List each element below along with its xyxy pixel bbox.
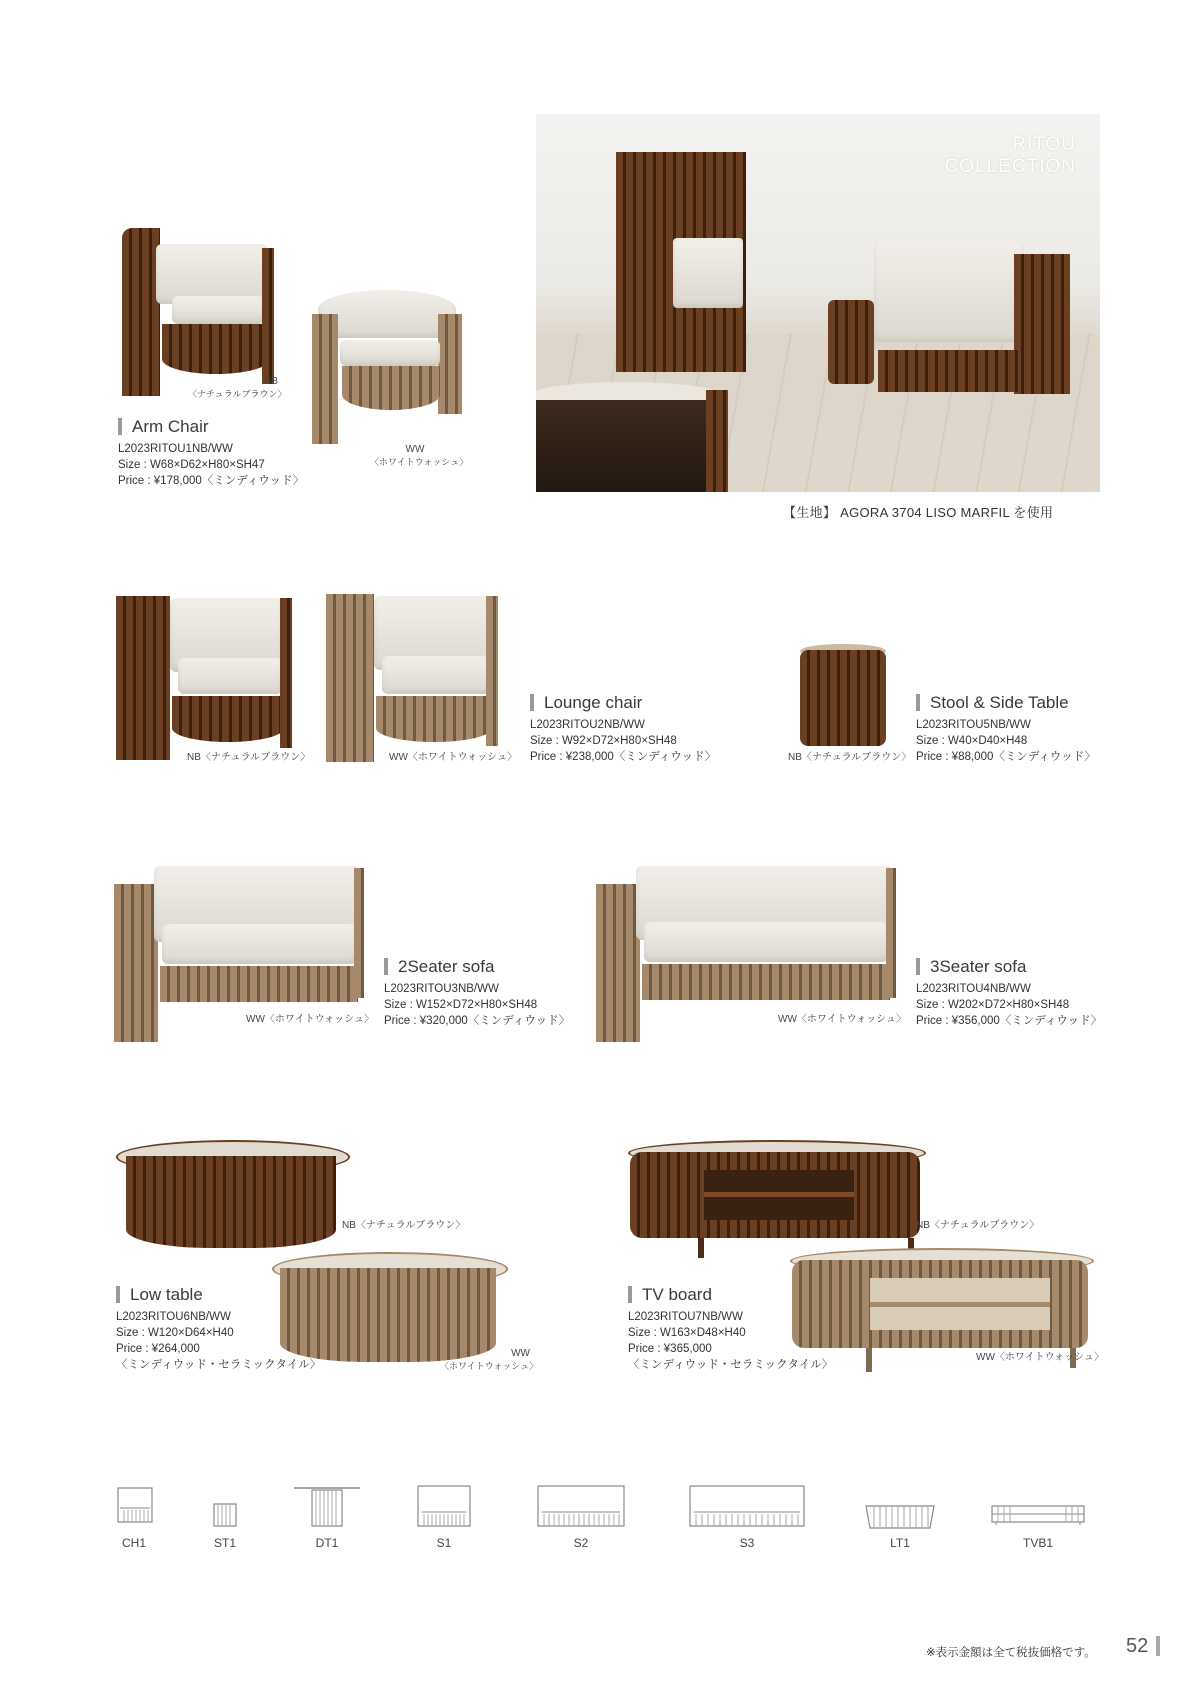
product-size: Size : W120×D64×H40 [116,1327,234,1339]
product-price: Price : ¥178,000〈ミンディウッド〉 [118,475,305,487]
product-title: Low table [116,1286,321,1303]
sofa3-outline-icon [688,1484,806,1528]
tv-board-nb-finish: NB〈ナチュラルブラウン〉 [916,1220,1040,1231]
collection-label-line2: COLLECTION [944,156,1076,177]
lounge-chair-ww-image [326,594,498,762]
finish-code: NB [264,376,278,387]
arm-chair-info [118,418,304,489]
lounge-chair-back [874,242,1024,342]
lounge-chair-ww-finish: WW〈ホワイトウォッシュ〉 [389,752,517,763]
product-material: 〈ミンディウッド・セラミックタイル〉 [628,1359,834,1371]
product-size: Size : W92×D72×H80×SH48 [530,735,677,747]
icon-label-tvb1: TVB1 [1022,1536,1053,1550]
lounge-chair-base [878,350,1018,392]
dining-table-outline-icon [292,1484,362,1528]
tv-board-outline-icon [990,1504,1086,1526]
icon-label-s2: S2 [573,1536,589,1550]
product-title: 2Seater sofa [384,958,570,975]
fabric-note: 【生地】 AGORA 3704 LISO MARFIL を使用 [783,505,1054,520]
sofa2-ww-finish: WW〈ホワイトウォッシュ〉 [246,1014,374,1025]
tax-footnote: ※表示金額は全て税抜価格です。 [926,1647,1096,1659]
product-size: Size : W152×D72×H80×SH48 [384,999,538,1011]
product-size: Size : W163×D48×H40 [628,1327,746,1339]
product-code: L2023RITOU1NB/WW [118,443,233,455]
product-code: L2023RITOU6NB/WW [116,1311,231,1323]
sofa3-ww-finish: WW〈ホワイトウォッシュ〉 [778,1014,906,1025]
low-table-outline-icon [864,1504,936,1530]
finish-name: 〈ナチュラルブラウン〉 [188,389,287,399]
product-size: Size : W68×D62×H80×SH47 [118,459,265,471]
sofa1-outline-icon [416,1484,472,1528]
tv-board-ww-finish: WW〈ホワイトウォッシュ〉 [976,1352,1104,1363]
product-title: 3Seater sofa [916,958,1102,975]
low-table-slats [706,390,728,492]
finish-code: WW [511,1348,530,1359]
finish-name: 〈ホワイトウォッシュ〉 [370,457,469,467]
product-title: Lounge chair [530,694,716,711]
product-price: Price : ¥238,000〈ミンディウッド〉 [530,751,717,763]
icon-label-ch1: CH1 [121,1536,146,1550]
sofa2-outline-icon [536,1484,626,1528]
product-title: Arm Chair [118,418,304,435]
stool-nb-image [800,644,886,748]
product-price: Price : ¥88,000〈ミンディウッド〉 [916,751,1096,763]
arm-chair-nb-finish [188,376,287,400]
product-price: Price : ¥320,000〈ミンディウッド〉 [384,1015,571,1027]
lounge-chair-nb-finish: NB〈ナチュラルブラウン〉 [187,752,311,763]
icon-label-lt1: LT1 [890,1536,910,1550]
product-size: Size : W202×D72×H80×SH48 [916,999,1070,1011]
stool-info [916,694,1096,765]
product-title: TV board [628,1286,833,1303]
chair-outline-icon [116,1482,156,1526]
tall-chair-cushion [673,238,743,308]
low-table-info [116,1286,321,1373]
low-table-nb-image [116,1140,346,1252]
sofa3-info [916,958,1102,1029]
finish-code: WW [405,444,425,455]
product-price: Price : ¥365,000 [628,1343,712,1355]
low-table-ww-finish [440,1348,539,1372]
stool-outline-icon [212,1502,238,1528]
product-code: L2023RITOU2NB/WW [530,719,645,731]
hero-photo [536,114,1100,492]
low-table-nb-finish: NB〈ナチュラルブラウン〉 [342,1220,466,1231]
stool-nb-finish: NB〈ナチュラルブラウン〉 [788,752,912,763]
collection-label-line1: RITOU [1012,134,1076,155]
product-code: L2023RITOU4NB/WW [916,983,1031,995]
icon-label-dt1: DT1 [315,1536,339,1550]
arm-chair-nb-image [122,228,274,396]
product-price: Price : ¥356,000〈ミンディウッド〉 [916,1015,1103,1027]
lounge-chair-info [530,694,716,765]
icon-label-st1: ST1 [213,1536,236,1550]
low-table-body [536,400,716,492]
product-size: Size : W40×D40×H48 [916,735,1028,747]
icon-label-s1: S1 [436,1536,452,1550]
collection-label [945,134,1076,178]
icon-label-s3: S3 [739,1536,755,1550]
arm-chair-ww-finish [370,444,469,468]
sofa2-info [384,958,570,1029]
arm-chair-ww-image [312,290,462,445]
product-material: 〈ミンディウッド・セラミックタイル〉 [116,1359,322,1371]
product-price: Price : ¥264,000 [116,1343,200,1355]
tv-board-nb-image [628,1140,922,1258]
side-table [828,300,874,384]
product-code: L2023RITOU5NB/WW [916,719,1031,731]
tv-board-info [628,1286,833,1373]
product-title: Stool & Side Table [916,694,1096,711]
finish-name: 〈ホワイトウォッシュ〉 [440,1361,539,1371]
product-code: L2023RITOU7NB/WW [628,1311,743,1323]
lounge-chair-nb-image [116,596,292,760]
product-code: L2023RITOU3NB/WW [384,983,499,995]
page-number: 52 [1126,1636,1160,1656]
lounge-chair-side [1014,254,1070,394]
